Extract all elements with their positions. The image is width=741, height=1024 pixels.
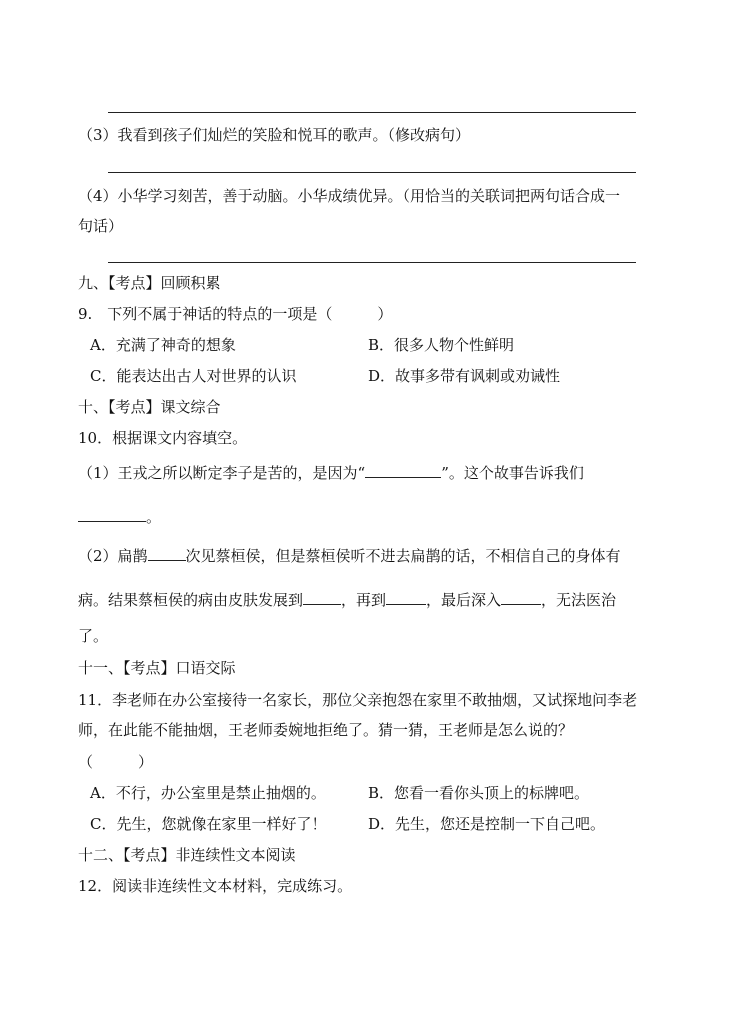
- q10-part2-text-a: （2）扁鹊: [78, 547, 148, 565]
- q10-part1-text-b: ”。这个故事告诉我们: [441, 464, 584, 482]
- q9-option-a[interactable]: A．充满了神奇的想象: [90, 336, 236, 354]
- q11-option-c[interactable]: C．先生，您就像在家里一样好了！: [90, 815, 327, 833]
- section-9-title: 九、【考点】回顾积累: [78, 274, 221, 292]
- question-11-line2: 师，在此能不能抽烟，王老师委婉地拒绝了。猜一猜，王老师是怎么说的？: [78, 721, 574, 739]
- q8-item4-line2: 句话）: [78, 217, 124, 235]
- q10-part2-line3: 了。: [78, 627, 109, 645]
- q10-part2-text-b: 次见蔡桓侯，但是蔡桓侯听不进去扁鹊的话，不相信自己的身体有: [185, 547, 621, 565]
- fill-blank[interactable]: [501, 590, 541, 605]
- answer-line-2: [108, 172, 636, 173]
- fill-blank[interactable]: [303, 590, 341, 605]
- q10-part2-line1: [78, 546, 621, 566]
- fill-blank[interactable]: [78, 507, 146, 522]
- question-10: 10．根据课文内容填空。: [78, 429, 248, 447]
- section-10-title: 十、【考点】课文综合: [78, 398, 221, 416]
- q9-option-d[interactable]: D．故事多带有讽刺或劝诫性: [368, 367, 561, 385]
- section-12-title: 十二、【考点】非连续性文本阅读: [78, 846, 296, 864]
- q11-option-a[interactable]: A．不行，办公室里是禁止抽烟的。: [90, 784, 326, 802]
- question-12: 12．阅读非连续性文本材料，完成练习。: [78, 877, 353, 895]
- section-11-title: 十一、【考点】口语交际: [78, 659, 236, 677]
- q10-part1-end: 。: [146, 508, 162, 526]
- fill-blank[interactable]: [386, 590, 426, 605]
- q10-part2-text-c: 病。结果蔡桓侯的病由皮肤发展到: [78, 591, 304, 609]
- answer-line-3: [108, 262, 636, 263]
- q9-option-c[interactable]: C．能表达出古人对世界的认识: [90, 367, 297, 385]
- q8-item4-line1: （4）小华学习刻苦，善于动脑。小华成绩优异。（用恰当的关联词把两句话合成一: [78, 187, 621, 205]
- answer-line-1: [108, 112, 636, 113]
- q10-part2-text-f: ，无法医治: [541, 591, 617, 609]
- fill-blank[interactable]: [148, 546, 186, 561]
- q10-part2-text-e: ，最后深入: [426, 591, 502, 609]
- q10-part1-text-a: （1）王戎之所以断定李子是苦的，是因为“: [78, 464, 366, 482]
- q8-item3: （3）我看到孩子们灿烂的笑脸和悦耳的歌声。（修改病句）: [78, 126, 471, 144]
- q11-option-b[interactable]: B．您看一看你头顶上的标牌吧。: [368, 784, 590, 802]
- q10-part2-line2: [78, 590, 616, 610]
- question-9: 9. 下列不属于神话的特点的一项是（ ）: [78, 305, 393, 323]
- fill-blank[interactable]: [365, 463, 441, 478]
- q10-part1-line2: [78, 507, 161, 527]
- q11-option-d[interactable]: D．先生，您还是控制一下自己吧。: [368, 815, 606, 833]
- q9-option-b[interactable]: B．很多人物个性鲜明: [368, 336, 515, 354]
- q10-part1-line1: [78, 463, 584, 483]
- q11-answer-paren: （ ）: [78, 753, 154, 771]
- question-11-line1: 11．李老师在办公室接待一名家长，那位父亲抱怨在家里不敢抽烟，又试探地问李老: [78, 691, 638, 709]
- q10-part2-text-d: ，再到: [341, 591, 387, 609]
